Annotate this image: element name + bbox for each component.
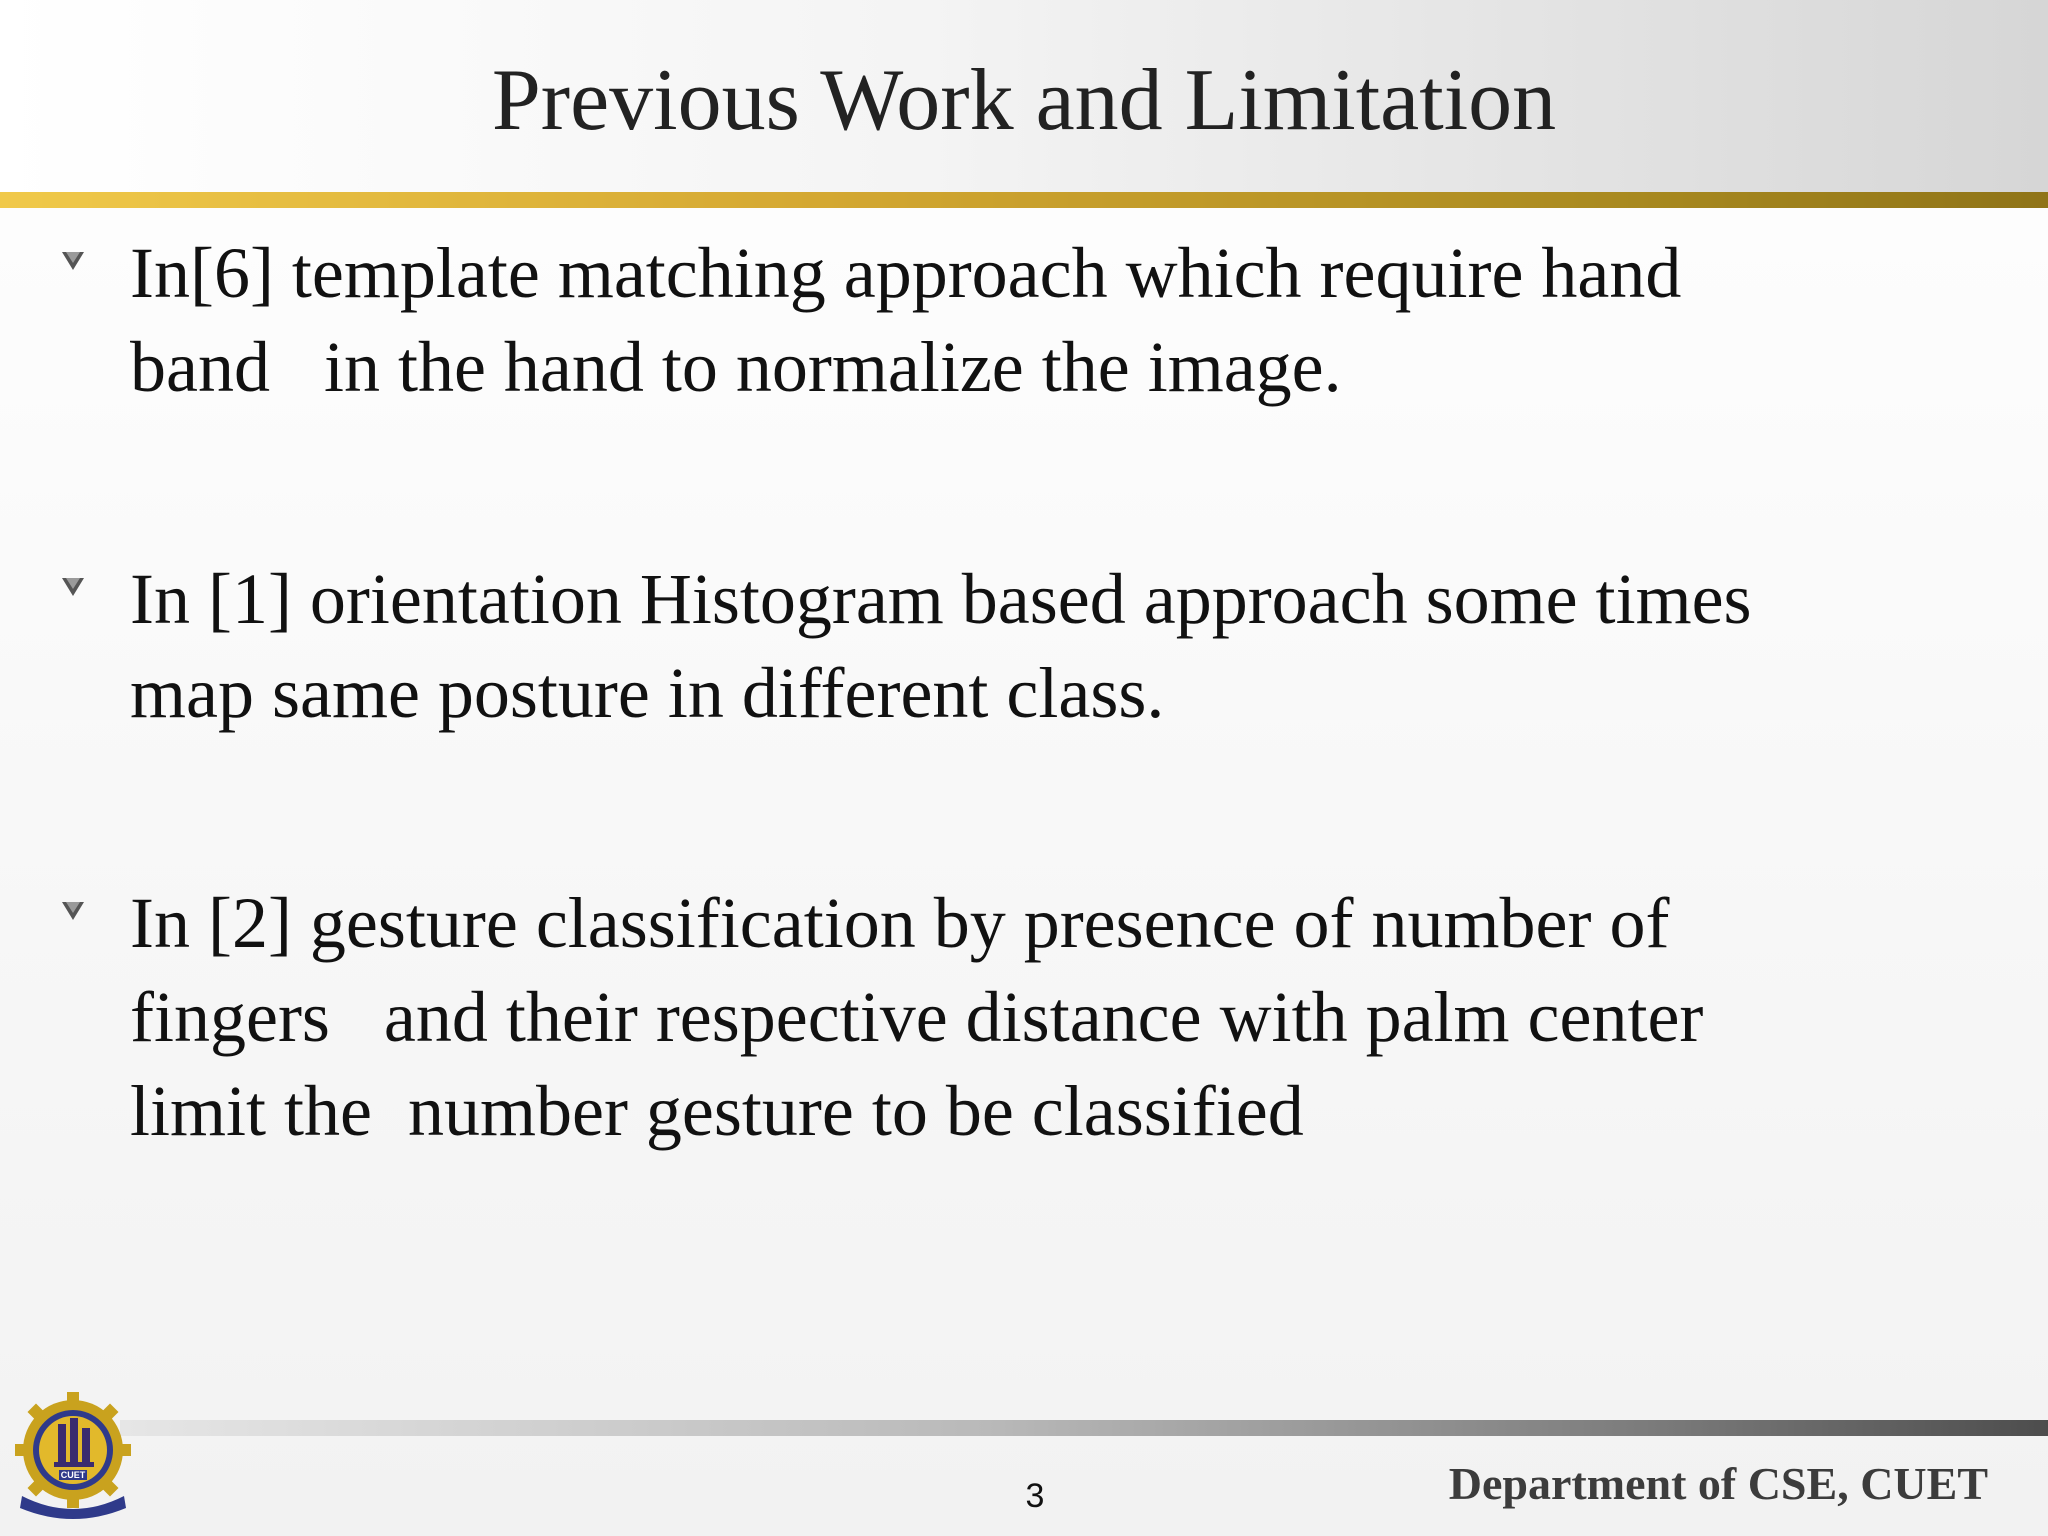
- triangle-arrow-bullet-icon: [56, 572, 90, 602]
- page-number: 3: [1025, 1477, 1045, 1515]
- bullet-text-line: In [1] orientation Histogram based approach some times: [130, 559, 1752, 639]
- bullet-text-line: limit the number gesture to be classified: [130, 1071, 1304, 1151]
- footer-divider: [120, 1420, 2048, 1436]
- bullet-text-line: map same posture in different class.: [130, 653, 1165, 733]
- triangle-arrow-bullet-icon: [56, 246, 90, 276]
- title-divider: [0, 192, 2048, 208]
- bullet-text-line: band in the hand to normalize the image.: [130, 327, 1342, 407]
- logo-text: CUET: [60, 1470, 86, 1480]
- bullet-text-line: In[6] template matching approach which require hand: [130, 233, 1682, 313]
- title-band: [0, 0, 2048, 192]
- university-logo-icon: [14, 1388, 132, 1524]
- bullet-text-line: fingers and their respective distance with palm center: [130, 977, 1704, 1057]
- triangle-arrow-bullet-icon: [56, 896, 90, 926]
- department-label: Department of CSE, CUET: [1448, 1458, 1988, 1509]
- slide-title: Previous Work and Limitation: [491, 52, 1557, 149]
- bullet-text-line: In [2] gesture classification by presence of number of: [130, 883, 1670, 963]
